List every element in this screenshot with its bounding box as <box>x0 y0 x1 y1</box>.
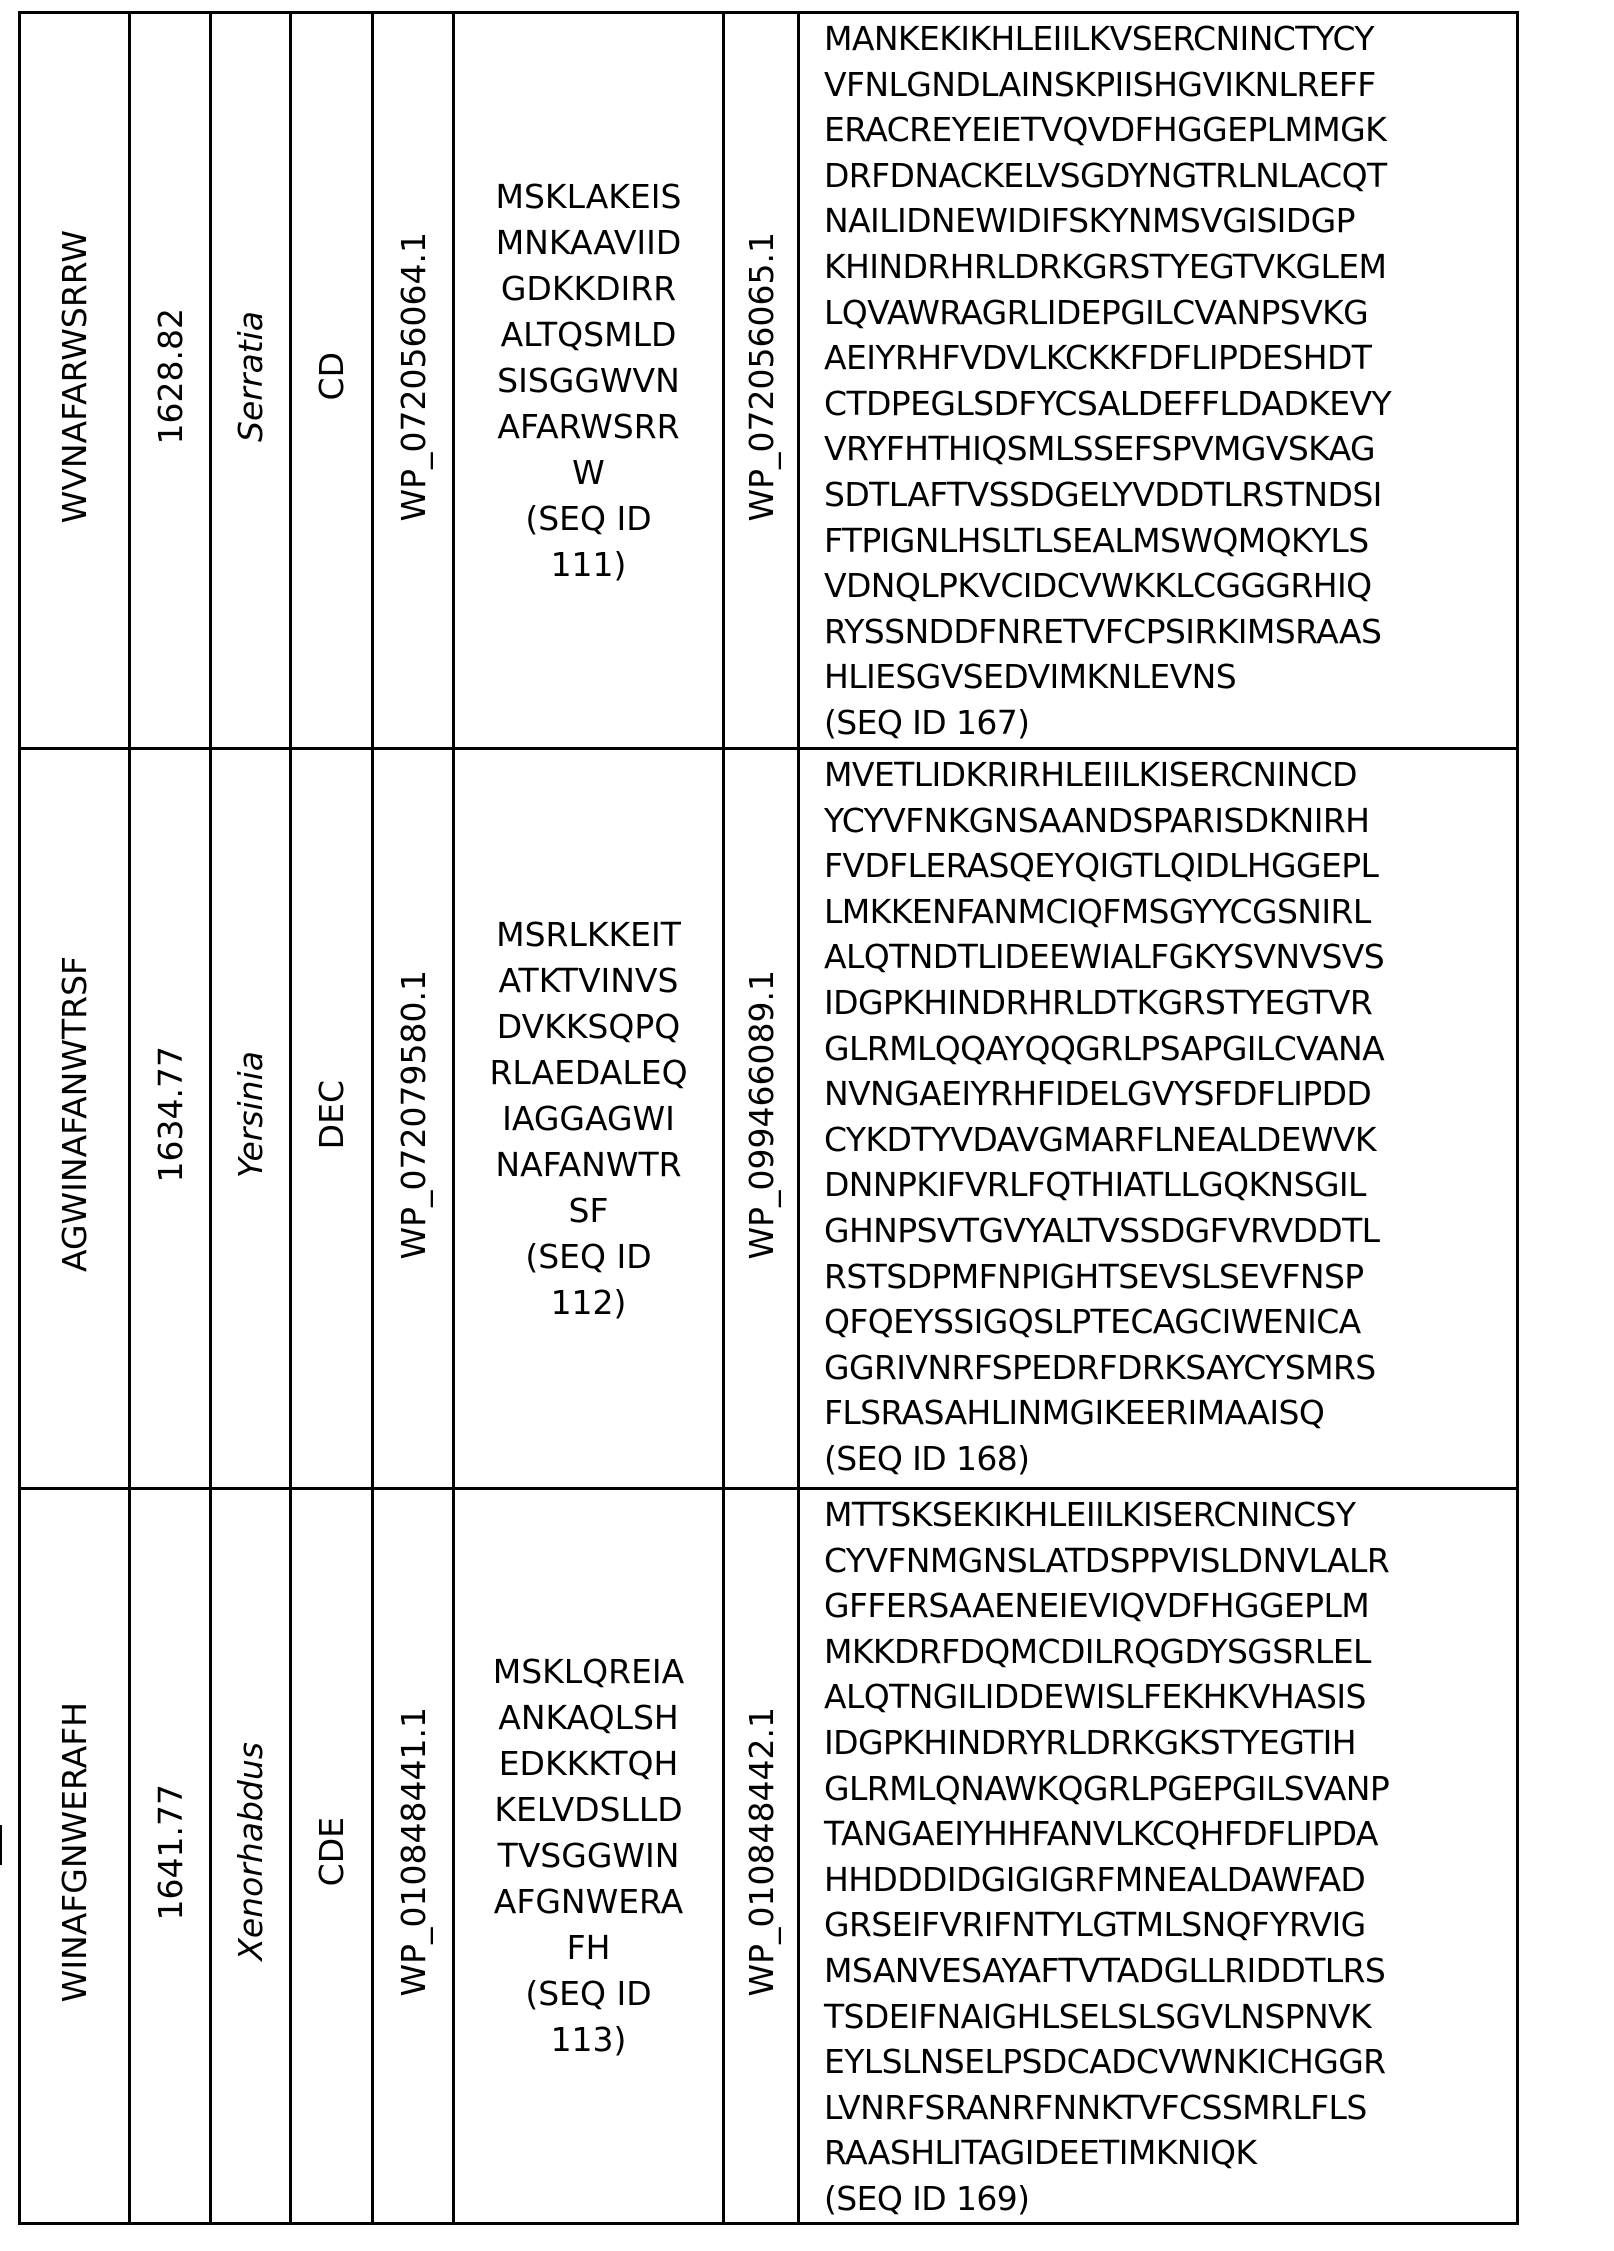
mass-value: 1641.77 <box>154 1784 187 1920</box>
sequence-line: IDGPKHINDRYRLDRKGKSTYEGTIH <box>824 1720 1516 1766</box>
sequence-line: LVNRFSRANRFNNKTVFCSSMRLFLS <box>824 2085 1516 2131</box>
sequence-line: (SEQ ID 168) <box>824 1436 1516 1482</box>
sequence-line: (SEQ ID <box>469 1234 708 1280</box>
sequence-line: MKKDRFDQMCDILRQGDYSGSRLEL <box>824 1629 1516 1675</box>
sequence-line: NAILIDNEWIDIFSKYNMSVGISIDGP <box>824 198 1516 244</box>
peptide-cell <box>20 1489 130 2224</box>
sequence-line: W <box>469 450 708 496</box>
sequence-line: EDKKKTQH <box>469 1741 708 1787</box>
mass-value: 1628.82 <box>154 308 187 444</box>
table-row <box>20 13 1518 749</box>
mass-cell <box>130 749 211 1489</box>
genus-cell <box>211 1489 291 2224</box>
sequence-line: DVKKSQPQ <box>469 1004 708 1050</box>
genus-cell <box>211 749 291 1489</box>
sequence-line: MANKEKIKHLEIILKVSERCNINCTYCY <box>824 16 1516 62</box>
sequence-line: LQVAWRAGRLIDEPGILCVANPSVKG <box>824 290 1516 336</box>
enzyme-accession-cell <box>724 749 799 1489</box>
sequence-line: (SEQ ID 167) <box>824 700 1516 746</box>
genus-cell <box>211 13 291 749</box>
peptide-cell <box>20 13 130 749</box>
sequence-line: (SEQ ID <box>469 496 708 542</box>
sequence-line: ALQTNGILIDDEWISLFEKHKVHASIS <box>824 1674 1516 1720</box>
motif-value: DEC <box>315 1080 348 1149</box>
enzyme-accession-cell <box>724 13 799 749</box>
sequence-line: KELVDSLLD <box>469 1787 708 1833</box>
sequence-line: DRFDNACKELVSGDYNGTRLNLACQT <box>824 153 1516 199</box>
sequence-line: CYKDTYVDAVGMARFLNEALDEWVK <box>824 1117 1516 1163</box>
peptide-sequence: AGWINAFANWTRSF <box>58 956 91 1272</box>
sequence-line: (SEQ ID <box>469 1971 708 2017</box>
sequence-line: VRYFHTHIQSMLSSEFSPVMGVSKAG <box>824 426 1516 472</box>
motif-value: CDE <box>315 1817 348 1886</box>
sequence-line: IDGPKHINDRHRLDTKGRSTYEGTVR <box>824 980 1516 1026</box>
sequence-line: TSDEIFNAIGHLSELSLSGVLNSPNVK <box>824 1994 1516 2040</box>
previous-column-border-fragment <box>0 1825 2 1865</box>
sequence-line: GFFERSAAENEIEVIQVDFHGGEPLM <box>824 1583 1516 1629</box>
sequence-line: MSANVESAYAFTVTADGLLRIDDTLRS <box>824 1948 1516 1994</box>
sequence-line: NAFANWTR <box>469 1142 708 1188</box>
sequence-line: GRSEIFVRIFNTYLGTMLSNQFYRVIG <box>824 1902 1516 1948</box>
sequence-line: MNKAAVIID <box>469 220 708 266</box>
sequence-line: ALTQSMLD <box>469 312 708 358</box>
sequence-line: HLIESGVSEDVIMKNLEVNS <box>824 654 1516 700</box>
sequence-line: ATKTVINVS <box>469 958 708 1004</box>
table-row <box>20 749 1518 1489</box>
sequence-line: RYSSNDDFNRETVFCPSIRKIMSRAAS <box>824 609 1516 655</box>
sequence-line: QFQEYSSIGQSLPTECAGCIWENICA <box>824 1299 1516 1345</box>
sequence-line: 111) <box>469 542 708 588</box>
sequence-line: GHNPSVTGVYALTVSSDGFVRVDDTL <box>824 1208 1516 1254</box>
sequence-line: KHINDRHRLDRKGRSTYEGTVKGLEM <box>824 244 1516 290</box>
sequence-line: YCYVFNKGNSAANDSPARISDKNIRH <box>824 798 1516 844</box>
sequence-line: VDNQLPKVCIDCVWKKLCGGGRHIQ <box>824 563 1516 609</box>
mass-cell <box>130 13 211 749</box>
sequence-line: CYVFNMGNSLATDSPPVISLDNVLALR <box>824 1538 1516 1584</box>
enzyme-accession: WP_010848442.1 <box>745 1707 778 1996</box>
sequence-line: GLRMLQQAYQQGRLPSAPGILCVANA <box>824 1026 1516 1072</box>
sequence-line: SISGGWVN <box>469 358 708 404</box>
sequence-line: HHDDDIDGIGIGRFMNEALDAWFAD <box>824 1857 1516 1903</box>
sequence-line: FH <box>469 1925 708 1971</box>
enzyme-accession-cell <box>724 1489 799 2224</box>
sequence-line: RAASHLITAGIDEETIMKNIQK <box>824 2130 1516 2176</box>
sequence-line: CTDPEGLSDFYCSALDEFFLDADKEVY <box>824 381 1516 427</box>
sequence-line: AEIYRHFVDVLKCKKFDFLIPDESHDT <box>824 335 1516 381</box>
precursor-sequence-cell <box>454 13 724 749</box>
sequence-line: EYLSLNSELPSDCADCVWNKICHGGR <box>824 2039 1516 2085</box>
mass-value: 1634.77 <box>154 1046 187 1182</box>
genus-name: Yersinia <box>234 1051 267 1178</box>
enzyme-sequence-cell <box>799 1489 1518 2224</box>
sequence-line: FLSRASAHLINMGIKEERIMAAISQ <box>824 1390 1516 1436</box>
mass-cell <box>130 1489 211 2224</box>
sequence-line: AFARWSRR <box>469 404 708 450</box>
sequence-line: RSTSDPMFNPIGHTSEVSLSEVFNSP <box>824 1254 1516 1300</box>
sequence-line: MSKLQREIA <box>469 1649 708 1695</box>
genus-name: Xenorhabdus <box>234 1742 267 1961</box>
precursor-accession: WP_072079580.1 <box>397 970 430 1259</box>
precursor-sequence-cell <box>454 1489 724 2224</box>
sequence-line: ERACREYEIETVQVDFHGGEPLMMGK <box>824 107 1516 153</box>
sequence-line: LMKKENFANMCIQFMSGYYCGSNIRL <box>824 889 1516 935</box>
sequence-line: DNNPKIFVRLFQTHIATLLGQKNSGIL <box>824 1162 1516 1208</box>
sequence-line: MVETLIDKRIRHLEIILKISERCNINCD <box>824 752 1516 798</box>
sequence-line: (SEQ ID 169) <box>824 2176 1516 2222</box>
sequence-line: SDTLAFTVSSDGELYVDDTLRSTNDSI <box>824 472 1516 518</box>
sequence-line: FVDFLERASQEYQIGTLQIDLHGGEPL <box>824 843 1516 889</box>
sequence-line: GLRMLQNAWKQGRLPGEPGILSVANP <box>824 1766 1516 1812</box>
sequence-line: ANKAQLSH <box>469 1695 708 1741</box>
sequence-table <box>18 11 1519 2225</box>
sequence-line: RLAEDALEQ <box>469 1050 708 1096</box>
precursor-accession-cell <box>373 1489 454 2224</box>
sequence-line: GGRIVNRFSPEDRFDRKSAYCYSMRS <box>824 1345 1516 1391</box>
table-row <box>20 1489 1518 2224</box>
sequence-line: MSRLKKEIT <box>469 912 708 958</box>
precursor-accession: WP_010848441.1 <box>397 1707 430 1996</box>
peptide-cell <box>20 749 130 1489</box>
sequence-line: VFNLGNDLAINSKPIISHGVIKNLREFF <box>824 62 1516 108</box>
sequence-line: NVNGAEIYRHFIDELGVYSFDFLIPDD <box>824 1071 1516 1117</box>
sequence-line: IAGGAGWI <box>469 1096 708 1142</box>
sequence-line: MTTSKSEKIKHLEIILKISERCNINCSY <box>824 1492 1516 1538</box>
sequence-line: ALQTNDTLIDEEWIALFGKYSVNVSVS <box>824 934 1516 980</box>
motif-cell <box>291 749 373 1489</box>
enzyme-sequence-cell <box>799 13 1518 749</box>
peptide-sequence: WVNAFARWSRRW <box>58 230 91 523</box>
sequence-line: 112) <box>469 1280 708 1326</box>
sequence-line: MSKLAKEIS <box>469 174 708 220</box>
motif-cell <box>291 1489 373 2224</box>
genus-name: Serratia <box>234 311 267 442</box>
sequence-line: TANGAEIYHHFANVLKCQHFDFLIPDA <box>824 1811 1516 1857</box>
motif-cell <box>291 13 373 749</box>
sequence-line: SF <box>469 1188 708 1234</box>
motif-value: CD <box>315 352 348 400</box>
enzyme-accession: WP_099466089.1 <box>745 970 778 1259</box>
sequence-line: AFGNWERA <box>469 1879 708 1925</box>
precursor-sequence-cell <box>454 749 724 1489</box>
enzyme-accession: WP_072056065.1 <box>745 232 778 521</box>
enzyme-sequence-cell <box>799 749 1518 1489</box>
precursor-accession-cell <box>373 749 454 1489</box>
precursor-accession-cell <box>373 13 454 749</box>
sequence-line: GDKKDIRR <box>469 266 708 312</box>
sequence-line: FTPIGNLHSLTLSEALMSWQMQKYLS <box>824 518 1516 564</box>
sequence-line: TVSGGWIN <box>469 1833 708 1879</box>
peptide-sequence: WINAFGNWERAFH <box>58 1702 91 2002</box>
precursor-accession: WP_072056064.1 <box>397 232 430 521</box>
sequence-line: 113) <box>469 2017 708 2063</box>
